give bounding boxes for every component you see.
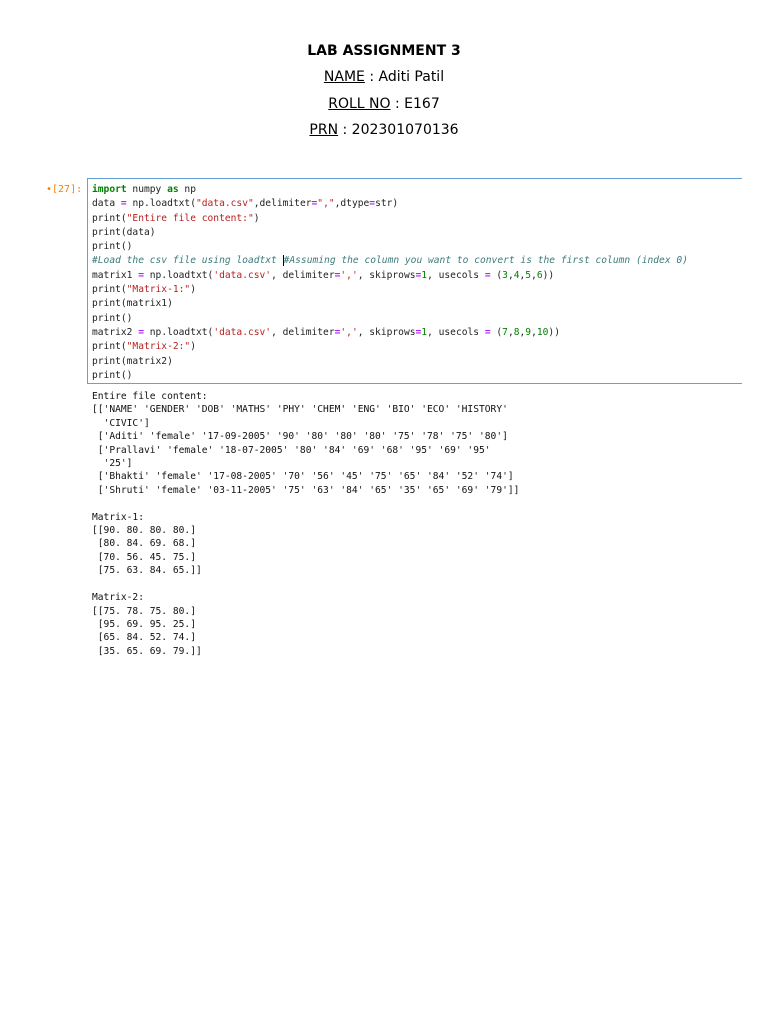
code-line: print("Matrix-1:") [92,284,196,296]
output-line: [65. 84. 52. 74.] [92,632,196,644]
code-editor[interactable] [92,183,688,383]
code-line: print(matrix1) [92,298,173,310]
roll-label: ROLL NO [328,96,391,112]
code-line: print(matrix2) [92,355,173,367]
code-line: print("Entire file content:") [92,212,260,224]
output-line: [70. 56. 45. 75.] [92,551,196,563]
cell-execution-prompt: •[27]: [46,184,83,195]
output-line: '25'] [92,458,133,470]
code-line: print(data) [92,226,156,238]
code-line: print() [92,369,133,381]
text-cursor [283,255,284,266]
code-line: print() [92,312,133,324]
output-line: [[75. 78. 75. 80.] [92,605,196,617]
output-line: Entire file content: [92,391,208,402]
output-line: [80. 84. 69. 68.] [92,538,196,550]
prn-number [0,121,768,139]
code-line: print("Matrix-2:") [92,341,196,353]
output-line: 'CIVIC'] [92,417,150,429]
prn-value: : 202301070136 [338,122,459,138]
output-line: ['Aditi' 'female' '17-09-2005' '90' '80' '80' '80' '75' '78' '75' '80'] [92,431,508,443]
code-line: import numpy as np [92,184,196,195]
roll-value: : E167 [390,96,440,112]
name-value: : Aditi Patil [364,69,445,85]
output-line: Matrix-2: [92,592,144,604]
prn-label: PRN [309,122,339,138]
code-line: matrix1 = np.loadtxt('data.csv', delimiter=',', skiprows=1, usecols = (3,4,5,6)) [92,269,555,281]
output-line: ['Prallavi' 'female' '18-07-2005' '80' '84' '69' '68' '95' '69' '95' [92,444,491,456]
output-line: ['Shruti' 'female' '03-11-2005' '75' '63' '84' '65' '35' '65' '69' '79']] [92,484,520,496]
output-line: ['Bhakti' 'female' '17-08-2005' '70' '56' '45' '75' '65' '84' '52' '74'] [92,471,514,483]
output-line: [['NAME' 'GENDER' 'DOB' 'MATHS' 'PHY' 'CHEM' 'ENG' 'BIO' 'ECO' 'HISTORY' [92,404,508,416]
page-title: LAB ASSIGNMENT 3 [307,43,461,59]
output-line: [95. 69. 95. 25.] [92,618,196,630]
output-line: [75. 63. 84. 65.]] [92,565,202,577]
student-name [0,68,768,86]
roll-number [0,95,768,113]
name-label: NAME [323,69,365,85]
code-line: matrix2 = np.loadtxt('data.csv', delimiter=',', skiprows=1, usecols = (7,8,9,10)) [92,326,560,338]
code-line: print() [92,241,133,253]
code-line: data = np.loadtxt("data.csv",delimiter=",",dtype=str) [92,198,399,210]
cell-output [92,390,519,658]
output-line: Matrix-1: [92,511,144,523]
output-line: [35. 65. 69. 79.]] [92,645,202,657]
output-line: [[90. 80. 80. 80.] [92,525,196,537]
code-line: #Load the csv file using loadtxt #Assuming the column you want to convert is the first column (index 0) [92,255,688,267]
code-cell[interactable] [87,178,742,384]
